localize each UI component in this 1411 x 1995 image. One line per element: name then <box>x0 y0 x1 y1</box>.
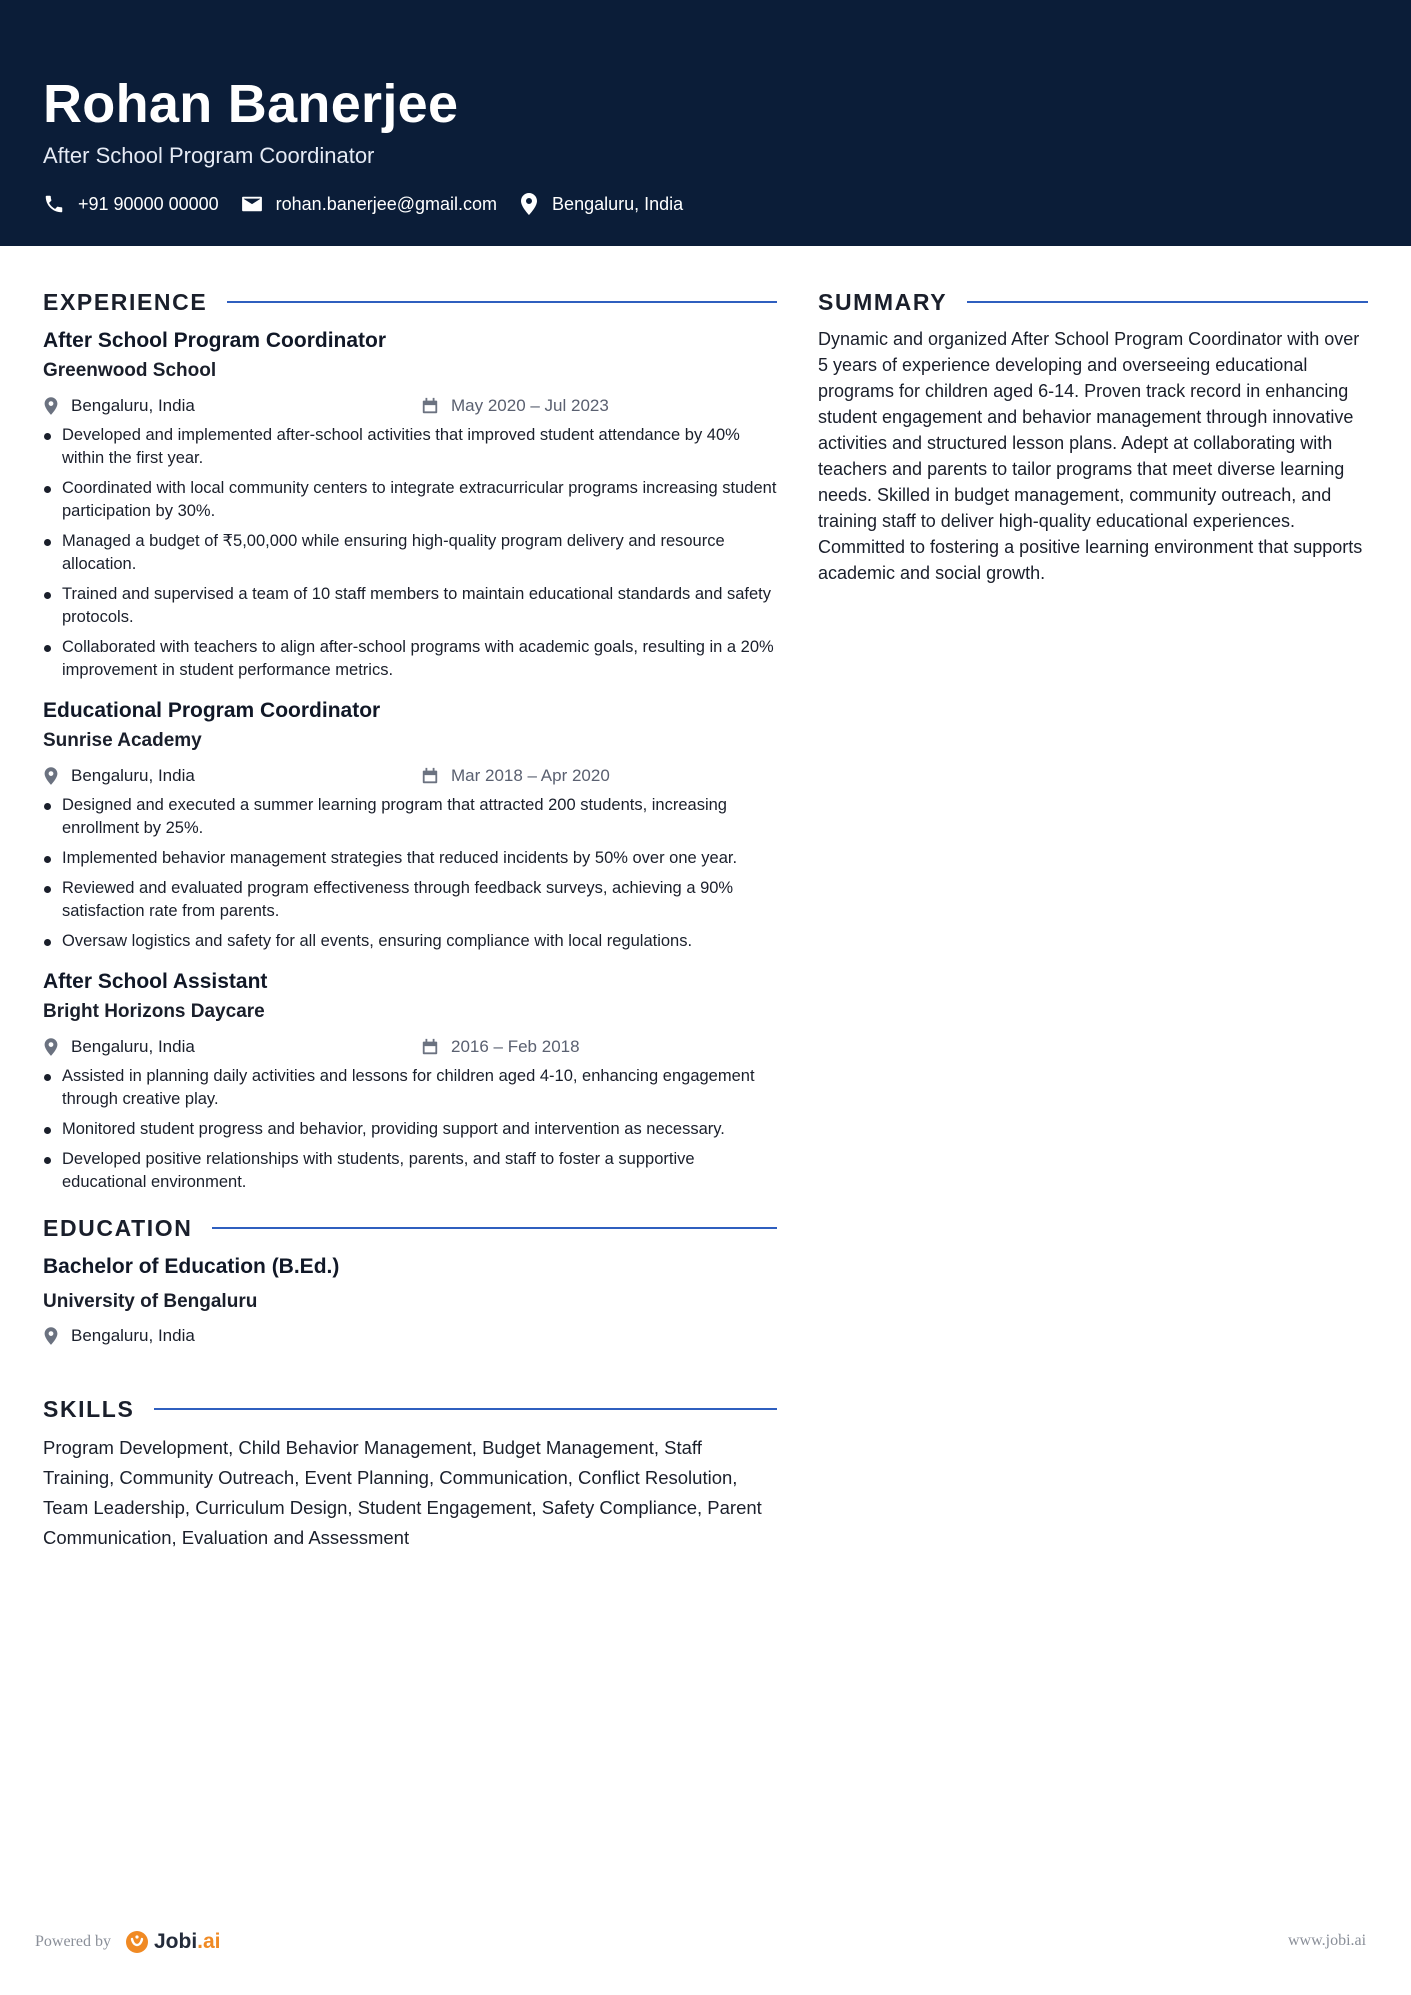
calendar-icon <box>421 1038 439 1056</box>
left-column <box>43 286 777 1553</box>
job-location-text: Bengaluru, India <box>71 396 195 415</box>
bullet-item: Reviewed and evaluated program effectiveness through feedback surveys, achieving a 90% satisfaction rate from parents. <box>43 877 777 923</box>
school-location-text: Bengaluru, India <box>71 1326 195 1345</box>
job-meta <box>43 392 777 420</box>
contact-row <box>43 190 705 218</box>
job-dates-text: Mar 2018 – Apr 2020 <box>451 766 610 785</box>
job-meta <box>43 1033 777 1061</box>
location-text: Bengaluru, India <box>552 193 684 214</box>
section-divider <box>154 1408 777 1410</box>
contact-location <box>519 192 683 216</box>
phone-text: +91 90000 00000 <box>78 193 219 214</box>
section-title: EDUCATION <box>43 1214 193 1241</box>
section-title: EXPERIENCE <box>43 288 208 315</box>
calendar-icon <box>421 397 439 415</box>
bullet-item: Monitored student progress and behavior, providing support and intervention as necessary. <box>43 1118 777 1141</box>
jobi-logo-icon <box>125 1930 149 1954</box>
company-name: Sunrise Academy <box>43 730 202 751</box>
skills-section <box>43 1393 777 1553</box>
school-location <box>43 1323 777 1349</box>
bullet-item: Implemented behavior management strategies that reduced incidents by 50% over one year. <box>43 847 777 870</box>
section-title: SUMMARY <box>818 288 948 315</box>
experience-heading <box>43 286 777 318</box>
job-entry <box>43 326 777 682</box>
job-location-text: Bengaluru, India <box>71 766 195 785</box>
job-dates <box>421 396 609 416</box>
education-heading <box>43 1212 777 1244</box>
skills-list: Program Development, Child Behavior Management, Budget Management, Staff Training, Community Outreach, Event Planning, Communication, Conflict Resolution, Team Leadership, Curriculum Design, Student Engagement, Safety Compliance, Parent Communication, Evaluation and Assessment <box>43 1437 762 1548</box>
bullet-item: Assisted in planning daily activities and lessons for children aged 4-10, enhancing engagement through creative play. <box>43 1065 777 1111</box>
bullet-item: Oversaw logistics and safety for all events, ensuring compliance with local regulations. <box>43 930 777 953</box>
skills-heading <box>43 1393 777 1425</box>
bullet-item: Developed positive relationships with students, parents, and staff to foster a supportive educational environment. <box>43 1148 777 1194</box>
job-location <box>43 766 195 786</box>
bullet-item: Developed and implemented after-school activities that improved student attendance by 40% within the first year. <box>43 424 777 470</box>
location-pin-icon <box>519 192 539 216</box>
job-location <box>43 1037 195 1057</box>
degree-title: Bachelor of Education (B.Ed.) <box>43 1255 340 1278</box>
calendar-icon <box>421 767 439 785</box>
job-dates-text: 2016 – Feb 2018 <box>451 1037 580 1056</box>
location-pin-icon <box>43 1326 59 1346</box>
contact-email[interactable] <box>241 194 497 215</box>
education-section <box>43 1212 777 1349</box>
job-bullets <box>43 424 777 682</box>
jobi-logo-text: Jobi <box>153 1930 198 1953</box>
job-bullets <box>43 794 777 953</box>
experience-section <box>43 286 777 1194</box>
section-title: SKILLS <box>43 1395 135 1422</box>
candidate-name: Rohan Banerjee <box>43 74 459 134</box>
summary-section <box>818 286 1368 586</box>
bullet-item: Collaborated with teachers to align after-school programs with academic goals, resulting in a 20% improvement in student performance metrics. <box>43 636 777 682</box>
school-name: University of Bengaluru <box>43 1291 258 1312</box>
job-location-text: Bengaluru, India <box>71 1037 195 1056</box>
jobi-logo-suffix: .ai <box>197 1930 221 1953</box>
location-pin-icon <box>43 766 59 786</box>
bullet-item: Managed a budget of ₹5,00,000 while ensuring high-quality program delivery and resource allocation. <box>43 530 777 576</box>
bullet-item: Trained and supervised a team of 10 staff members to maintain educational standards and safety protocols. <box>43 583 777 629</box>
location-pin-icon <box>43 1037 59 1057</box>
email-icon <box>241 195 263 213</box>
job-dates <box>421 1037 580 1057</box>
job-dates <box>421 766 610 786</box>
candidate-role: After School Program Coordinator <box>43 143 375 168</box>
job-bullets <box>43 1065 777 1194</box>
company-name: Bright Horizons Daycare <box>43 1001 265 1022</box>
job-title: Educational Program Coordinator <box>43 699 381 722</box>
footer-url[interactable]: www.jobi.ai <box>1288 1932 1367 1949</box>
powered-by <box>35 1930 221 1954</box>
resume-header <box>0 0 1411 246</box>
section-divider <box>227 301 777 303</box>
contact-phone[interactable] <box>43 193 219 215</box>
job-title: After School Assistant <box>43 970 268 993</box>
bullet-item: Designed and executed a summer learning program that attracted 200 students, increasing enrollment by 25%. <box>43 794 777 840</box>
summary-text: Dynamic and organized After School Program Coordinator with over 5 years of experience developing and overseeing educational programs for children aged 6-14. Proven track record in enhancing student engagement and behavior management through innovative activities and structured lesson plans. Adept at collaborating with teachers and parents to tailor programs that meet diverse learning needs. Skilled in budget management, community outreach, and training staff to deliver high-quality educational experiences. Committed to fostering a positive learning environment that supports academic and social growth. <box>818 329 1363 583</box>
section-divider <box>967 301 1368 303</box>
bullet-item: Coordinated with local community centers to integrate extracurricular programs increasing student participation by 30%. <box>43 477 777 523</box>
job-entry <box>43 696 777 953</box>
company-name: Greenwood School <box>43 360 217 381</box>
section-divider <box>212 1227 777 1229</box>
jobi-logo[interactable] <box>125 1930 221 1954</box>
phone-icon <box>43 193 65 215</box>
location-pin-icon <box>43 396 59 416</box>
job-entry <box>43 967 777 1194</box>
summary-heading <box>818 286 1368 318</box>
job-location <box>43 396 195 416</box>
email-text: rohan.banerjee@gmail.com <box>275 193 498 214</box>
job-dates-text: May 2020 – Jul 2023 <box>451 396 609 415</box>
job-title: After School Program Coordinator <box>43 329 387 352</box>
powered-by-label: Powered by <box>35 1933 111 1950</box>
job-meta <box>43 762 777 790</box>
right-column <box>818 286 1368 586</box>
